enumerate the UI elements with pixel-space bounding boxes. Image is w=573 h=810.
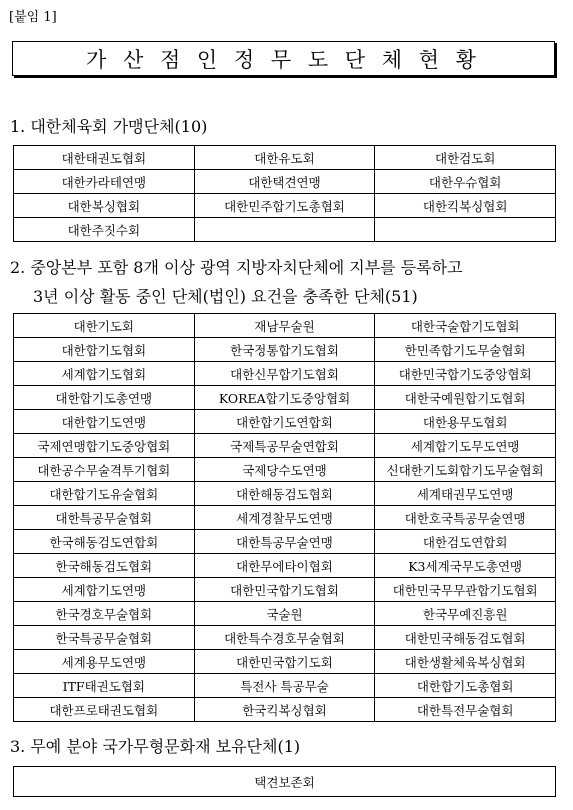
section-1-table bbox=[13, 145, 556, 242]
table-row bbox=[14, 482, 556, 506]
document-title-text: 가 산 점 인 정 무 도 단 체 현 황 bbox=[86, 47, 481, 72]
table-row bbox=[14, 578, 556, 602]
table-cell: 대한용무도협회 bbox=[375, 410, 556, 434]
table-cell: 대한검도회 bbox=[375, 146, 556, 170]
table-cell: 대한합기도연맹 bbox=[14, 410, 195, 434]
table-cell: 세계합기도연맹 bbox=[14, 578, 195, 602]
table-cell: 대한공수무술격투기협회 bbox=[14, 458, 195, 482]
table-row bbox=[14, 530, 556, 554]
table-cell: 세계태권무도연맹 bbox=[375, 482, 556, 506]
table-row bbox=[14, 458, 556, 482]
table-cell: 한민족합기도무술협회 bbox=[375, 338, 556, 362]
table-cell: 세계경찰무도연맹 bbox=[194, 506, 375, 530]
table-cell: 대한태권도협회 bbox=[14, 146, 195, 170]
section-2-heading-line2: 3년 이상 활동 중인 단체(법인) 요건을 충족한 단체(51) bbox=[33, 287, 418, 306]
table-cell: 국제특공무술연합회 bbox=[194, 434, 375, 458]
table-row bbox=[14, 506, 556, 530]
attachment-label: [붙임 1] bbox=[9, 10, 57, 25]
table-cell: 대한무에타이협회 bbox=[194, 554, 375, 578]
table-cell: 대한호국특공무술연맹 bbox=[375, 506, 556, 530]
table-cell: K3세계국무도총연맹 bbox=[375, 554, 556, 578]
table-cell: 한국특공무술협회 bbox=[14, 626, 195, 650]
table-cell: 국술원 bbox=[194, 602, 375, 626]
table-cell: 택견보존회 bbox=[14, 767, 556, 797]
table-cell: 대한국술합기도협회 bbox=[375, 314, 556, 338]
table-cell: 대한민국합기도중앙협회 bbox=[375, 362, 556, 386]
table-cell: 대한특전무술협회 bbox=[375, 698, 556, 722]
table-cell: 대한민국무무관합기도협회 bbox=[375, 578, 556, 602]
table-cell bbox=[375, 218, 556, 242]
table-row bbox=[14, 218, 556, 242]
table-cell: 대한민주합기도총협회 bbox=[194, 194, 375, 218]
table-row bbox=[14, 626, 556, 650]
table-cell: 한국경호무술협회 bbox=[14, 602, 195, 626]
table-cell: 대한민국해동검도협회 bbox=[375, 626, 556, 650]
table-cell: KOREA합기도중앙협회 bbox=[194, 386, 375, 410]
table-cell: 세계합기도협회 bbox=[14, 362, 195, 386]
table-cell: 국제당수도연맹 bbox=[194, 458, 375, 482]
table-cell: 대한특수경호무술협회 bbox=[194, 626, 375, 650]
table-cell: 대한합기도연합회 bbox=[194, 410, 375, 434]
table-cell: 재남무술원 bbox=[194, 314, 375, 338]
table-cell: 세계합기도무도연맹 bbox=[375, 434, 556, 458]
table-row bbox=[14, 194, 556, 218]
table-cell: 대한국예원합기도협회 bbox=[375, 386, 556, 410]
table-cell: 한국정통합기도협회 bbox=[194, 338, 375, 362]
table-row bbox=[14, 146, 556, 170]
section-2-heading-line1: 2. 중앙본부 포함 8개 이상 광역 지방자치단체에 지부를 등록하고 bbox=[10, 258, 463, 277]
table-cell: 대한검도연합회 bbox=[375, 530, 556, 554]
table-cell: 대한해동검도협회 bbox=[194, 482, 375, 506]
document-title bbox=[12, 41, 555, 76]
table-cell: 대한민국합기도회 bbox=[194, 650, 375, 674]
table-row bbox=[14, 767, 556, 797]
table-cell: 한국무예진흥원 bbox=[375, 602, 556, 626]
table-cell: 대한민국합기도협회 bbox=[194, 578, 375, 602]
table-cell: 대한우슈협회 bbox=[375, 170, 556, 194]
table-row bbox=[14, 362, 556, 386]
table-row bbox=[14, 602, 556, 626]
table-row bbox=[14, 434, 556, 458]
table-cell: 한국킥복싱협회 bbox=[194, 698, 375, 722]
table-cell: 대한합기도총연맹 bbox=[14, 386, 195, 410]
section-1-heading: 1. 대한체육회 가맹단체(10) bbox=[10, 117, 208, 136]
table-cell: 신대한기도회합기도무술협회 bbox=[375, 458, 556, 482]
table-cell: 대한특공무술연맹 bbox=[194, 530, 375, 554]
table-cell: 국제연맹합기도중앙협회 bbox=[14, 434, 195, 458]
table-cell: 대한신무합기도협회 bbox=[194, 362, 375, 386]
table-cell: 대한택견연맹 bbox=[194, 170, 375, 194]
table-cell: 대한기도회 bbox=[14, 314, 195, 338]
section-3-table bbox=[13, 766, 556, 797]
table-cell: ITF태권도협회 bbox=[14, 674, 195, 698]
table-cell: 한국해동검도연합회 bbox=[14, 530, 195, 554]
table-cell bbox=[194, 218, 375, 242]
table-cell: 대한복싱협회 bbox=[14, 194, 195, 218]
section-2-table bbox=[13, 313, 556, 722]
table-cell: 대한합기도유술협회 bbox=[14, 482, 195, 506]
table-cell: 대한생활체육복싱협회 bbox=[375, 650, 556, 674]
table-row bbox=[14, 338, 556, 362]
table-cell: 대한유도회 bbox=[194, 146, 375, 170]
table-cell: 대한합기도총협회 bbox=[375, 674, 556, 698]
table-row bbox=[14, 650, 556, 674]
table-row bbox=[14, 698, 556, 722]
table-row bbox=[14, 554, 556, 578]
table-cell: 대한카라테연맹 bbox=[14, 170, 195, 194]
section-3-heading: 3. 무예 분야 국가무형문화재 보유단체(1) bbox=[10, 737, 301, 756]
table-cell: 특전사 특공무술 bbox=[194, 674, 375, 698]
table-cell: 세계용무도연맹 bbox=[14, 650, 195, 674]
table-row bbox=[14, 170, 556, 194]
table-cell: 대한합기도협회 bbox=[14, 338, 195, 362]
table-row bbox=[14, 674, 556, 698]
table-row bbox=[14, 314, 556, 338]
table-row bbox=[14, 410, 556, 434]
table-cell: 대한특공무술협회 bbox=[14, 506, 195, 530]
table-cell: 대한프로태권도협회 bbox=[14, 698, 195, 722]
table-cell: 대한주짓수회 bbox=[14, 218, 195, 242]
table-cell: 대한킥복싱협회 bbox=[375, 194, 556, 218]
table-cell: 한국해동검도협회 bbox=[14, 554, 195, 578]
table-row bbox=[14, 386, 556, 410]
